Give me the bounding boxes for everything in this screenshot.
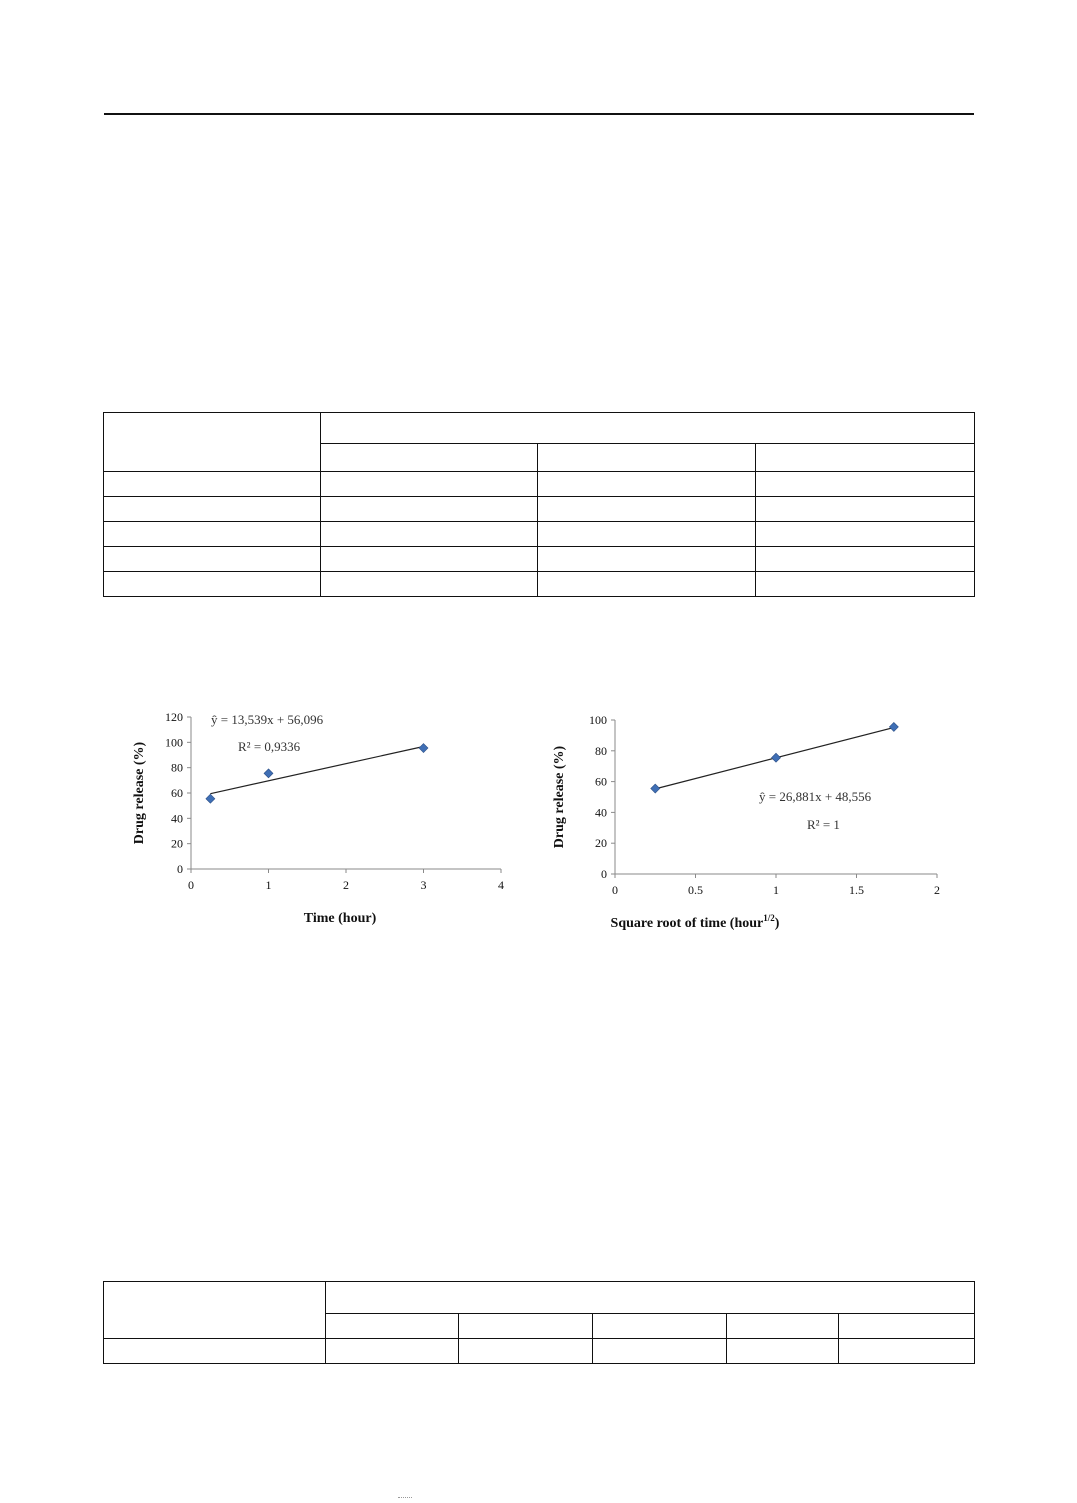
- x-axis-title-superscript: 1/2: [763, 913, 775, 923]
- table-header-cell: [756, 444, 975, 472]
- x-tick-label: 4: [498, 878, 504, 892]
- data-point: [772, 753, 781, 762]
- y-tick-label: 80: [595, 743, 607, 758]
- x-tick-label: 0: [188, 878, 194, 892]
- x-tick-label: 1: [265, 878, 272, 892]
- table-cell: [321, 472, 538, 497]
- table-cell: [538, 472, 756, 497]
- table-row: [104, 1339, 975, 1364]
- table-group-header-cell: [321, 413, 975, 444]
- table-cell: [756, 572, 975, 597]
- y-tick-label: 20: [171, 836, 183, 851]
- header-rule: [104, 113, 974, 115]
- table-cell: [756, 547, 975, 572]
- table-corner-cell: [104, 1282, 326, 1339]
- table-header-cell: [593, 1314, 727, 1339]
- x-tick-label: 0.5: [688, 883, 703, 897]
- x-tick-label: 2: [934, 883, 940, 897]
- table-row: [104, 497, 975, 522]
- table-cell: [104, 572, 321, 597]
- x-axis-title: Time (hour): [303, 911, 377, 926]
- table-row: [104, 522, 975, 547]
- table-cell: [104, 1339, 326, 1364]
- data-point: [264, 769, 273, 778]
- table-group-header-cell: [326, 1282, 975, 1314]
- table-header-row: [104, 413, 975, 444]
- x-tick-label: 1.5: [849, 883, 864, 897]
- table-header-cell: [326, 1314, 459, 1339]
- release-data-table: [103, 412, 975, 597]
- table-header-cell: [459, 1314, 593, 1339]
- table-header-cell: [727, 1314, 839, 1339]
- x-axis-title-text: Square root of time (hour: [610, 916, 764, 931]
- y-tick-label: 100: [589, 713, 607, 727]
- table-cell: [104, 472, 321, 497]
- regression-equation: ŷ = 26,881x + 48,556: [759, 789, 872, 804]
- r-squared-label: R² = 0,9336: [238, 739, 301, 754]
- table-row: [104, 472, 975, 497]
- y-tick-label: 40: [171, 811, 183, 826]
- x-tick-label: 2: [343, 878, 349, 892]
- table-cell: [321, 547, 538, 572]
- table-cell: [538, 547, 756, 572]
- table-cell: [104, 497, 321, 522]
- table-cell: [593, 1339, 727, 1364]
- y-tick-label: 0: [601, 867, 607, 881]
- y-tick-label: 60: [595, 774, 607, 789]
- y-tick-label: 60: [171, 786, 183, 800]
- table-header-cell: [839, 1314, 975, 1339]
- data-point: [651, 784, 660, 793]
- table-cell: [538, 497, 756, 522]
- kinetics-model-table: [103, 1281, 975, 1364]
- table-corner-cell: [104, 413, 321, 472]
- y-tick-label: 40: [595, 805, 607, 820]
- y-tick-label: 120: [165, 710, 183, 724]
- table-cell: [756, 472, 975, 497]
- y-axis-title: Drug release (%): [132, 741, 147, 845]
- x-axis-title: [611, 913, 780, 931]
- table-cell: [756, 497, 975, 522]
- table-cell: [104, 522, 321, 547]
- higuchi-release-chart: [545, 700, 965, 940]
- y-axis-title: Drug release (%): [552, 745, 567, 849]
- table-cell: [538, 572, 756, 597]
- x-tick-label: 3: [420, 878, 427, 892]
- y-tick-label: 0: [177, 862, 183, 876]
- table-cell: [104, 547, 321, 572]
- data-point: [889, 722, 898, 731]
- table-cell: [727, 1339, 839, 1364]
- table-cell: [321, 572, 538, 597]
- page-footer-mark: [398, 1497, 412, 1501]
- regression-equation: ŷ = 13,539x + 56,096: [211, 712, 324, 727]
- y-tick-label: 20: [595, 836, 607, 851]
- y-tick-label: 100: [165, 735, 183, 750]
- table-cell: [459, 1339, 593, 1364]
- table-cell: [326, 1339, 459, 1364]
- table-header-cell: [538, 444, 756, 472]
- data-point: [419, 744, 428, 753]
- x-tick-label: 0: [612, 883, 618, 897]
- table-row: [104, 547, 975, 572]
- x-tick-label: 1: [773, 883, 779, 897]
- table-cell: [321, 522, 538, 547]
- x-axis-title-close: ): [774, 916, 780, 931]
- table-header-row: [104, 1282, 975, 1314]
- table-header-cell: [321, 444, 538, 472]
- table-cell: [839, 1339, 975, 1364]
- y-tick-label: 80: [171, 760, 183, 775]
- table-cell: [756, 522, 975, 547]
- r-squared-label: R² = 1: [807, 817, 840, 832]
- table-cell: [538, 522, 756, 547]
- table-cell: [321, 497, 538, 522]
- table-row: [104, 572, 975, 597]
- data-point: [206, 794, 215, 803]
- zero-order-release-chart: [125, 700, 525, 940]
